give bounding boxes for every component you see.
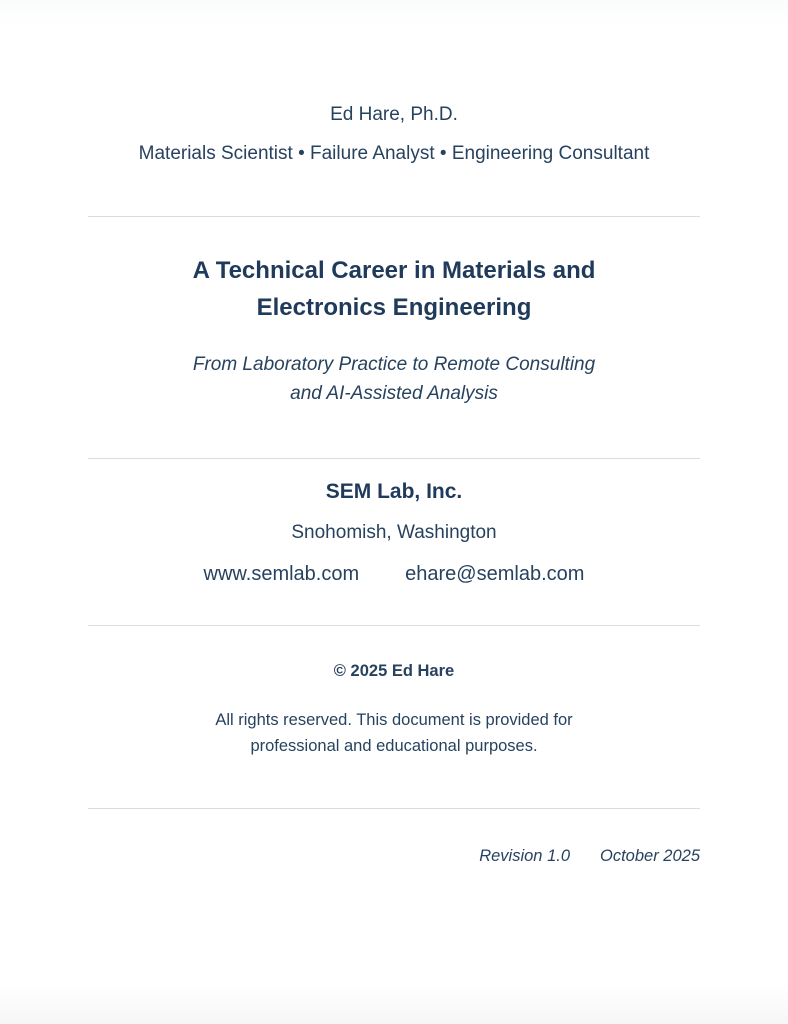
section-divider-2 [88, 458, 700, 459]
email-link[interactable]: ehare@semlab.com [405, 563, 585, 585]
company-name: SEM Lab, Inc. [325, 480, 463, 503]
rights-statement-line-1: All rights reserved. This document is provided for [215, 711, 573, 729]
company-location: Snohomish, Washington [291, 522, 497, 543]
rights-statement-line-2: professional and educational purposes. [250, 737, 538, 755]
document-title-line-1: A Technical Career in Materials and [192, 257, 596, 284]
revision-label: Revision 1.0 [479, 847, 571, 865]
document-subtitle-line-2: and AI-Assisted Analysis [290, 383, 498, 404]
rights-statement [88, 707, 700, 759]
document-subtitle [88, 350, 700, 408]
date-label: October 2025 [600, 847, 700, 865]
section-divider-3 [88, 625, 700, 626]
bottom-edge-shading [0, 982, 788, 1024]
document-title-line-2: Electronics Engineering [256, 294, 532, 321]
copyright-notice: © 2025 Ed Hare [333, 662, 455, 680]
author-name: Ed Hare, Ph.D. [330, 104, 458, 125]
section-divider-1 [88, 216, 700, 217]
author-tagline: Materials Scientist • Failure Analyst • Engineering Consultant [138, 143, 650, 164]
document-title [88, 252, 700, 326]
revision-row [88, 846, 700, 867]
document-subtitle-line-1: From Laboratory Practice to Remote Consulting [192, 354, 596, 375]
website-link[interactable]: www.semlab.com [203, 563, 360, 585]
section-divider-4 [88, 808, 700, 809]
contact-row [88, 562, 700, 586]
